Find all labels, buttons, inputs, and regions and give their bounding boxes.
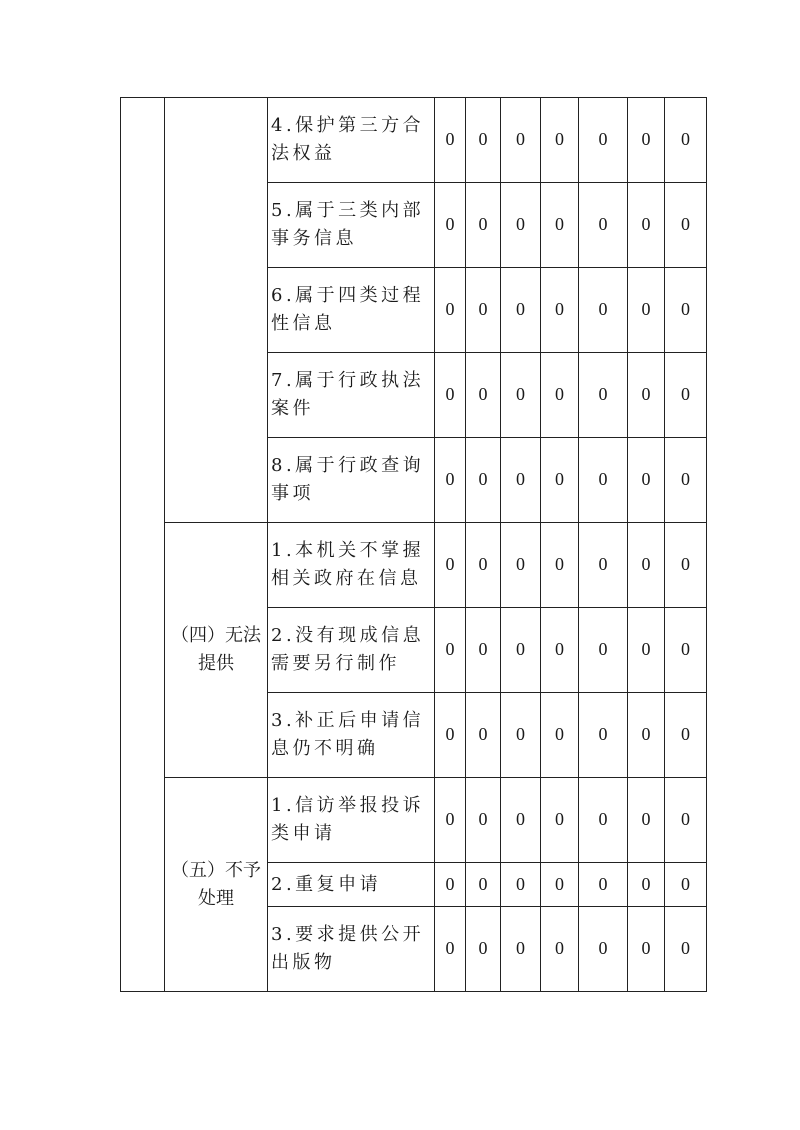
value-cell: 0 [628, 98, 665, 183]
value-cell: 0 [501, 778, 541, 863]
value-cell: 0 [541, 183, 579, 268]
value-cell: 0 [628, 523, 665, 608]
value-cell: 0 [435, 353, 466, 438]
value-cell: 0 [541, 353, 579, 438]
value-cell: 0 [466, 353, 501, 438]
value-cell: 0 [435, 863, 466, 907]
row-label: 6.属于四类过程性信息 [268, 268, 435, 353]
value-cell: 0 [665, 438, 707, 523]
row-label: 1.信访举报投诉类申请 [268, 778, 435, 863]
value-cell: 0 [541, 693, 579, 778]
value-cell: 0 [628, 693, 665, 778]
value-cell: 0 [665, 268, 707, 353]
category-cell [121, 98, 165, 992]
row-label: 2.重复申请 [268, 863, 435, 907]
table-body [121, 98, 707, 992]
value-cell: 0 [628, 778, 665, 863]
value-cell: 0 [466, 608, 501, 693]
table-row [121, 98, 707, 183]
value-cell: 0 [628, 183, 665, 268]
value-cell: 0 [435, 523, 466, 608]
value-cell: 0 [435, 693, 466, 778]
value-cell: 0 [501, 183, 541, 268]
value-cell: 0 [435, 608, 466, 693]
table-row [121, 523, 707, 608]
value-cell: 0 [501, 523, 541, 608]
value-cell: 0 [665, 693, 707, 778]
value-cell: 0 [579, 438, 628, 523]
value-cell: 0 [579, 98, 628, 183]
value-cell: 0 [665, 907, 707, 992]
table-row [121, 778, 707, 863]
value-cell: 0 [579, 907, 628, 992]
value-cell: 0 [501, 693, 541, 778]
value-cell: 0 [466, 438, 501, 523]
value-cell: 0 [579, 608, 628, 693]
row-label: 1.本机关不掌握相关政府在信息 [268, 523, 435, 608]
value-cell: 0 [541, 778, 579, 863]
value-cell: 0 [541, 907, 579, 992]
value-cell: 0 [541, 268, 579, 353]
value-cell: 0 [466, 863, 501, 907]
value-cell: 0 [466, 268, 501, 353]
value-cell: 0 [501, 98, 541, 183]
value-cell: 0 [579, 268, 628, 353]
value-cell: 0 [579, 353, 628, 438]
value-cell: 0 [628, 907, 665, 992]
value-cell: 0 [501, 608, 541, 693]
value-cell: 0 [501, 268, 541, 353]
row-label: 7.属于行政执法案件 [268, 353, 435, 438]
value-cell: 0 [501, 353, 541, 438]
value-cell: 0 [628, 438, 665, 523]
value-cell: 0 [435, 98, 466, 183]
value-cell: 0 [665, 778, 707, 863]
value-cell: 0 [579, 523, 628, 608]
value-cell: 0 [665, 98, 707, 183]
value-cell: 0 [665, 863, 707, 907]
value-cell: 0 [579, 778, 628, 863]
value-cell: 0 [466, 183, 501, 268]
group-label [165, 98, 268, 523]
value-cell: 0 [541, 863, 579, 907]
value-cell: 0 [541, 98, 579, 183]
value-cell: 0 [541, 438, 579, 523]
row-label: 3.补正后申请信息仍不明确 [268, 693, 435, 778]
value-cell: 0 [466, 523, 501, 608]
value-cell: 0 [579, 863, 628, 907]
value-cell: 0 [435, 268, 466, 353]
group-label: （五）不予处理 [165, 778, 268, 992]
value-cell: 0 [579, 183, 628, 268]
value-cell: 0 [541, 608, 579, 693]
row-label: 2.没有现成信息需要另行制作 [268, 608, 435, 693]
value-cell: 0 [501, 863, 541, 907]
value-cell: 0 [628, 863, 665, 907]
row-label: 4.保护第三方合法权益 [268, 98, 435, 183]
value-cell: 0 [501, 438, 541, 523]
value-cell: 0 [665, 353, 707, 438]
group-label: （四）无法提供 [165, 523, 268, 778]
value-cell: 0 [466, 693, 501, 778]
value-cell: 0 [628, 353, 665, 438]
value-cell: 0 [665, 183, 707, 268]
value-cell: 0 [628, 268, 665, 353]
statistics-table [120, 97, 707, 992]
value-cell: 0 [579, 693, 628, 778]
value-cell: 0 [665, 523, 707, 608]
row-label: 8.属于行政查询事项 [268, 438, 435, 523]
value-cell: 0 [466, 907, 501, 992]
value-cell: 0 [501, 907, 541, 992]
row-label: 3.要求提供公开出版物 [268, 907, 435, 992]
value-cell: 0 [628, 608, 665, 693]
value-cell: 0 [541, 523, 579, 608]
value-cell: 0 [466, 98, 501, 183]
value-cell: 0 [435, 183, 466, 268]
value-cell: 0 [435, 438, 466, 523]
value-cell: 0 [435, 778, 466, 863]
value-cell: 0 [435, 907, 466, 992]
value-cell: 0 [466, 778, 501, 863]
value-cell: 0 [665, 608, 707, 693]
row-label: 5.属于三类内部事务信息 [268, 183, 435, 268]
